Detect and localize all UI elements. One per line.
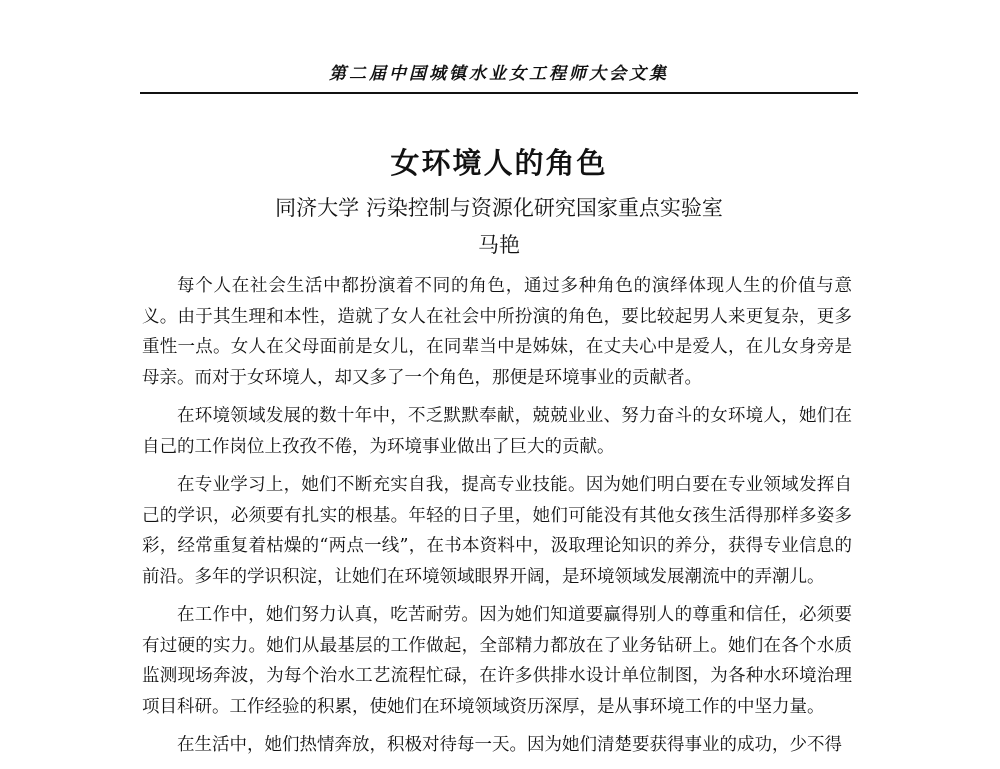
paragraph-5: 在生活中，她们热情奔放，积极对待每一天。因为她们清楚要获得事业的成功，少不得 xyxy=(177,735,842,755)
article-title: 女环境人的角色 xyxy=(390,146,608,180)
author-affiliation: 同济大学 污染控制与资源化研究国家重点实验室 xyxy=(275,196,723,220)
header-rule xyxy=(140,92,858,94)
paragraph-2: 在环境领域发展的数十年中，不乏默默奉献，兢兢业业、努力奋斗的女环境人，她们在自己的工作岗位上孜孜不倦，为环境事业做出了巨大的贡献。 xyxy=(142,406,852,457)
author-name: 马艳 xyxy=(478,233,520,257)
article-body xyxy=(142,271,852,769)
paragraph-3: 在专业学习上，她们不断充实自我，提高专业技能。因为她们明白要在专业领域发挥自己的学识，必须要有扎实的根基。年轻的日子里，她们可能没有其他女孩生活得那样多姿多彩，经常重复着枯燥的“两点一线”，在书本资料中，汲取理论知识的养分，获得专业信息的前沿。多年的学识积淀，让她们在环境领域眼界开阔，是环境领域发展潮流中的弄潮儿。 xyxy=(142,475,852,587)
paragraph-1: 每个人在社会生活中都扮演着不同的角色，通过多种角色的演绎体现人生的价值与意义。由于其生理和本性，造就了女人在社会中所扮演的角色，要比较起男人来更复杂，更多重性一点。女人在父母面前是女儿，在同辈当中是姊妹，在丈夫心中是爱人，在儿女身旁是母亲。而对于女环境人，却又多了一个角色，那便是环境事业的贡献者。 xyxy=(142,276,852,388)
running-header: 第二届中国城镇水业女工程师大会文集 xyxy=(329,64,669,84)
paragraph-4: 在工作中，她们努力认真，吃苦耐劳。因为她们知道要赢得别人的尊重和信任，必须要有过硬的实力。她们从最基层的工作做起，全部精力都放在了业务钻研上。她们在各个水质监测现场奔波，为每个治水工艺流程忙碌，在许多供排水设计单位制图，为各种水环境治理项目科研。工作经验的积累，使她们在环境领域资历深厚，是从事环境工作的中坚力量。 xyxy=(142,605,852,717)
